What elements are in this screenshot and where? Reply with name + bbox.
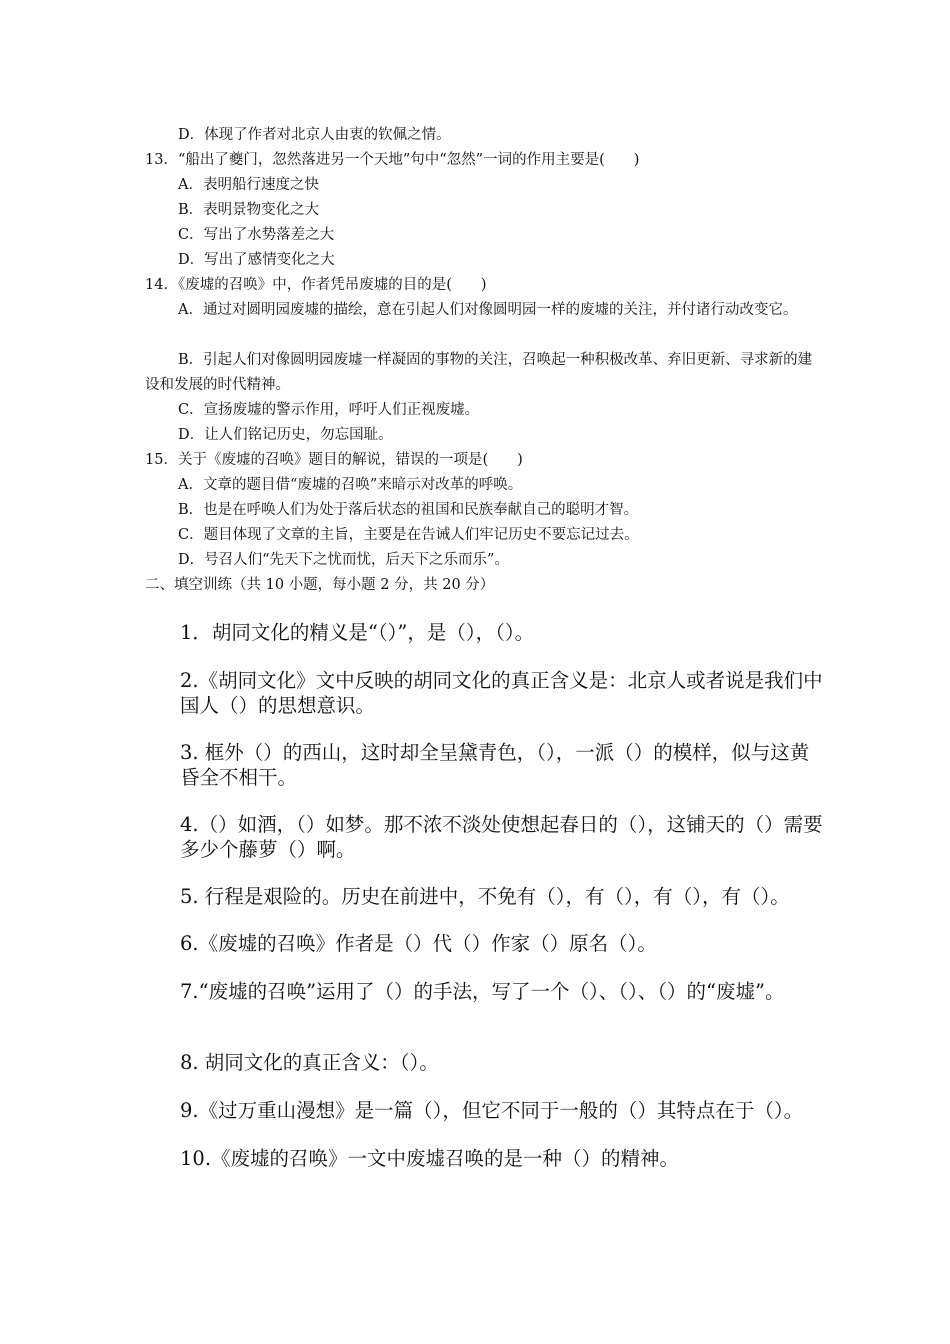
- q13-stem: 13．“船出了夔门，忽然落进另一个天地”句中“忽然”一词的作用主要是( ): [145, 152, 640, 168]
- q15-option-b: B．也是在呼唤人们为处于落后状态的祖国和民族奉献自己的聪明才智。: [178, 502, 639, 518]
- q14-option-d: D．让人们铭记历史，勿忘国耻。: [178, 427, 393, 443]
- q13-option-d: D．写出了感情变化之大: [178, 252, 335, 268]
- fill-item-1: 1．胡同文化的精义是“（）”，是（），（）。: [180, 621, 535, 644]
- q14-option-c: C．宣扬废墟的警示作用，呼吁人们正视废墟。: [178, 402, 480, 418]
- q14-option-a-text: A．通过对圆明园废墟的描绘，意在引起人们对像圆明园一样的废墟的关注，并付诸行动改变它。: [178, 302, 798, 318]
- fill-item-2: 2.《胡同文化》文中反映的胡同文化的真正含义是：北京人或者说是我们中国人（）的思想意识。: [180, 669, 823, 717]
- q15-stem: 15．关于《废墟的召唤》题目的解说，错误的一项是( ): [145, 452, 523, 468]
- q14-option-b-text: B．引起人们对像圆明园废墟一样凝固的事物的关注，召唤起一种积极改革、弃旧更新、寻求新的建设和发展的时代精神。: [145, 352, 813, 393]
- q15-option-a: A．文章的题目借“废墟的召唤”来暗示对改革的呼唤。: [178, 477, 523, 493]
- q14-stem: 14．《废墟的召唤》中，作者凭吊废墟的目的是( ): [145, 277, 487, 293]
- fill-item-8: 8. 胡同文化的真正含义：（）。: [180, 1051, 439, 1074]
- q14-option-a: [145, 298, 825, 323]
- q12-option-d: D．体现了作者对北京人由衷的钦佩之情。: [178, 127, 451, 143]
- q13-option-c: C．写出了水势落差之大: [178, 227, 335, 243]
- section-heading: 二、填空训练（共 10 小题，每小题 2 分，共 20 分）: [145, 577, 495, 593]
- fill-item-9: 9.《过万重山漫想》是一篇（），但它不同于一般的（）其特点在于（）。: [180, 1099, 804, 1122]
- q15-option-c: C．题目体现了文章的主旨，主要是在告诫人们牢记历史不要忘记过去。: [178, 527, 639, 543]
- fill-item-10: 10.《废墟的召唤》一文中废墟召唤的是一种（）的精神。: [180, 1147, 680, 1170]
- fill-item-4: 4.（）如酒，（）如梦。那不浓不淡处使想起春日的（），这铺天的（）需要多少个藤萝（）啊。: [180, 813, 823, 861]
- fill-item-5: 5. 行程是艰险的。历史在前进中，不免有（），有（），有（），有（）。: [180, 885, 790, 908]
- fill-item-6: 6.《废墟的召唤》作者是（）代（）作家（）原名（）。: [180, 932, 657, 955]
- q15-option-d: D．号召人们“先天下之忧而忧，后天下之乐而乐”。: [178, 552, 509, 568]
- fill-item-3: 3. 框外（）的西山，这时却全呈黛青色，（），一派（）的模样，似与这黄昏全不相干。: [180, 741, 810, 789]
- q14-option-b: [145, 348, 825, 398]
- fill-item-7: 7.“废墟的召唤”运用了（）的手法，写了一个（）、（）、（）的“废墟”。: [180, 980, 785, 1003]
- q13-option-a: A．表明船行速度之快: [178, 177, 319, 193]
- q13-option-b: B．表明景物变化之大: [178, 202, 320, 218]
